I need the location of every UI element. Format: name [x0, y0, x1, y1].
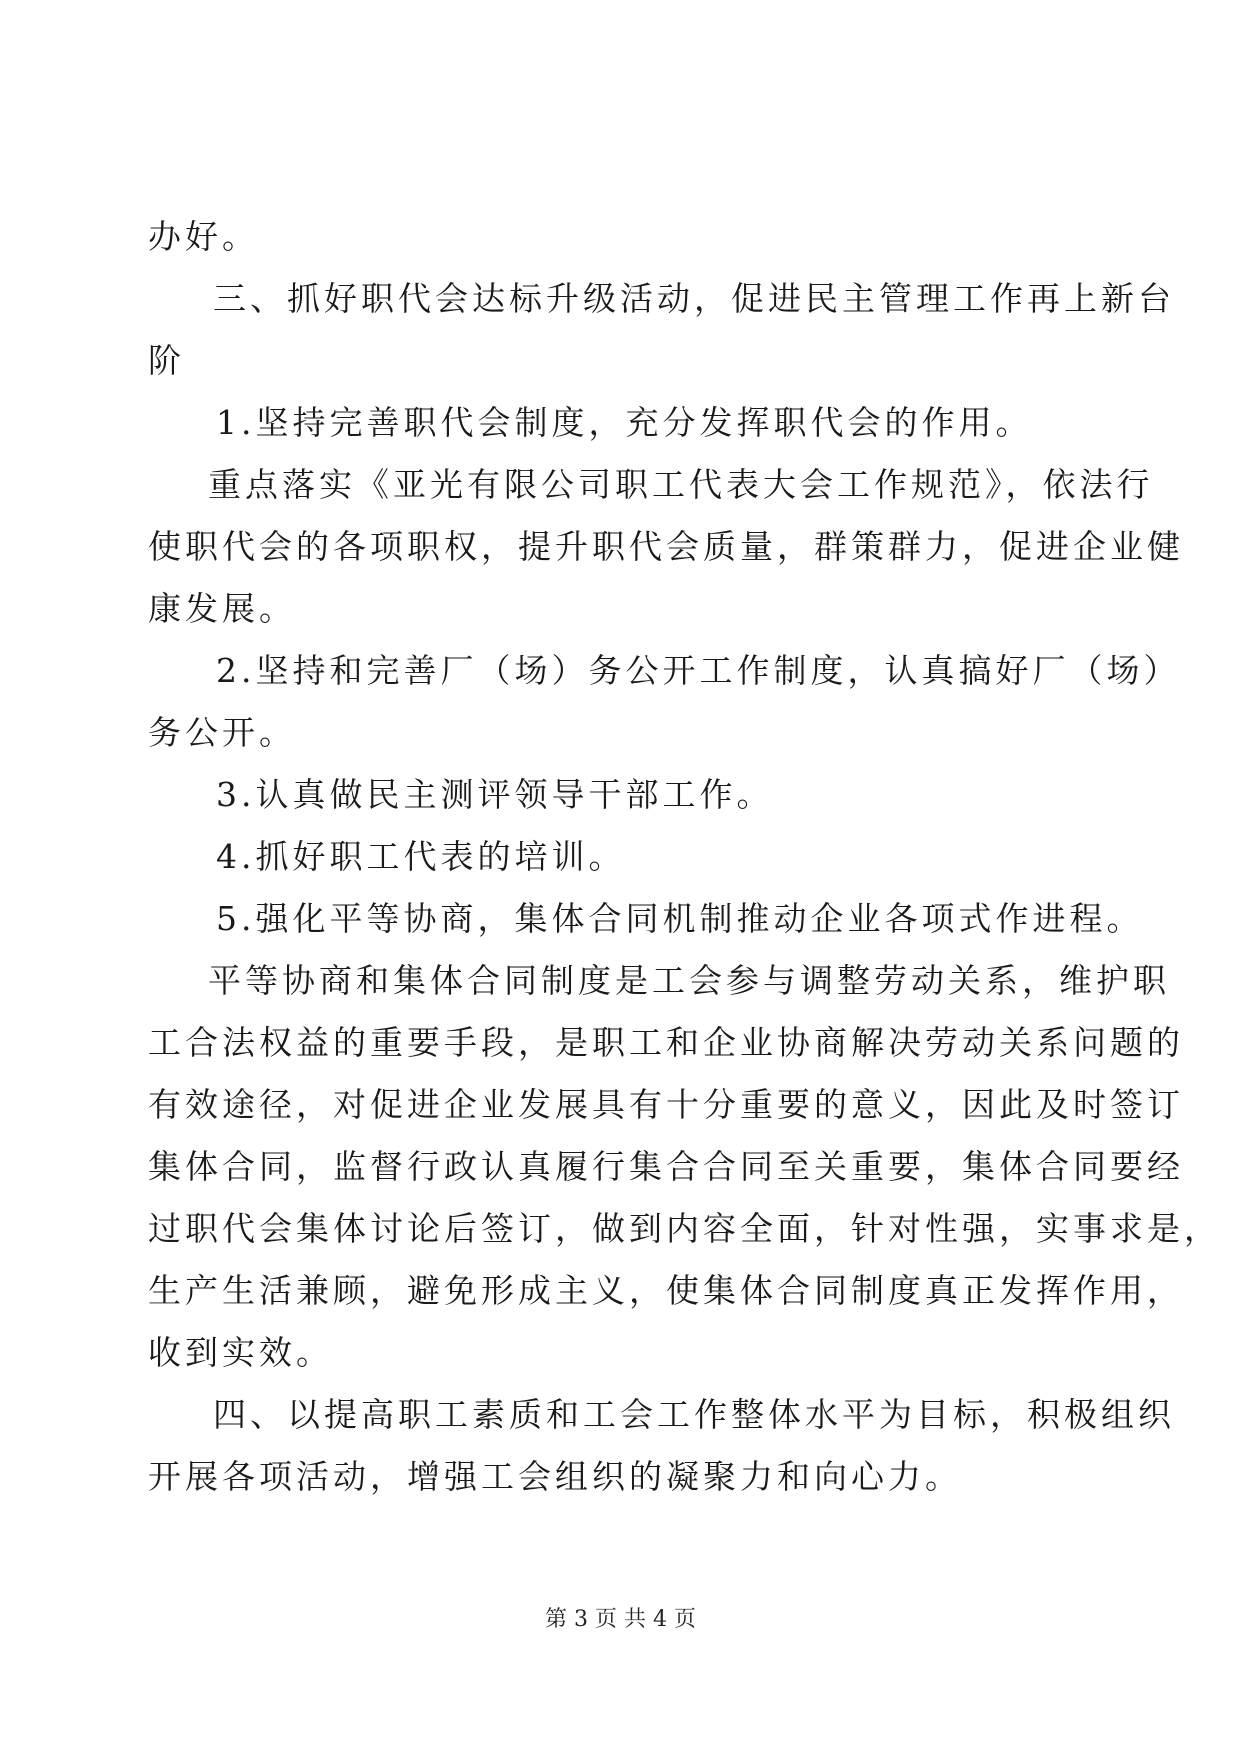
text-line: 阶 [148, 341, 185, 380]
section-heading-4: 四、以提高职工素质和工会工作整体水平为目标，积极组织 [213, 1395, 1175, 1434]
text-line: 康发展。 [148, 589, 296, 628]
text-line: 办好。 [148, 217, 259, 256]
text-line: 集体合同，监督行政认真履行集合合同至关重要，集体合同要经 [148, 1147, 1184, 1186]
text-line: 开展各项活动，增强工会组织的凝聚力和向心力。 [148, 1457, 962, 1496]
list-item-4: 4.抓好职工代表的培训。 [216, 837, 626, 876]
list-item-2: 2.坚持和完善厂（场）务公开工作制度，认真搞好厂（场） [216, 651, 1181, 690]
text-line: 过职代会集体讨论后签订，做到内容全面，针对性强，实事求是， [148, 1209, 1221, 1248]
list-item-1: 1.坚持完善职代会制度，充分发挥职代会的作用。 [216, 403, 1033, 442]
text-line: 生产生活兼顾，避免形成主义，使集体合同制度真正发挥作用， [148, 1271, 1184, 1310]
list-item-5: 5.强化平等协商，集体合同机制推动企业各项式作进程。 [216, 899, 1144, 938]
text-line: 工合法权益的重要手段，是职工和企业协商解决劳动关系问题的 [148, 1023, 1184, 1062]
text-line: 平等协商和集体合同制度是工会参与调整劳动关系，维护职 [208, 961, 1170, 1000]
text-line: 使职代会的各项职权，提升职代会质量，群策群力，促进企业健 [148, 527, 1184, 566]
text-line: 有效途径，对促进企业发展具有十分重要的意义，因此及时签订 [148, 1085, 1184, 1124]
section-heading-3: 三、抓好职代会达标升级活动，促进民主管理工作再上新台 [213, 279, 1175, 318]
text-line: 收到实效。 [148, 1333, 333, 1372]
page-number-footer: 第 3 页 共 4 页 [545, 1607, 696, 1632]
text-line: 重点落实《亚光有限公司职工代表大会工作规范》，依法行 [208, 465, 1154, 504]
text-line: 务公开。 [148, 713, 296, 752]
list-item-3: 3.认真做民主测评领导干部工作。 [216, 775, 774, 814]
